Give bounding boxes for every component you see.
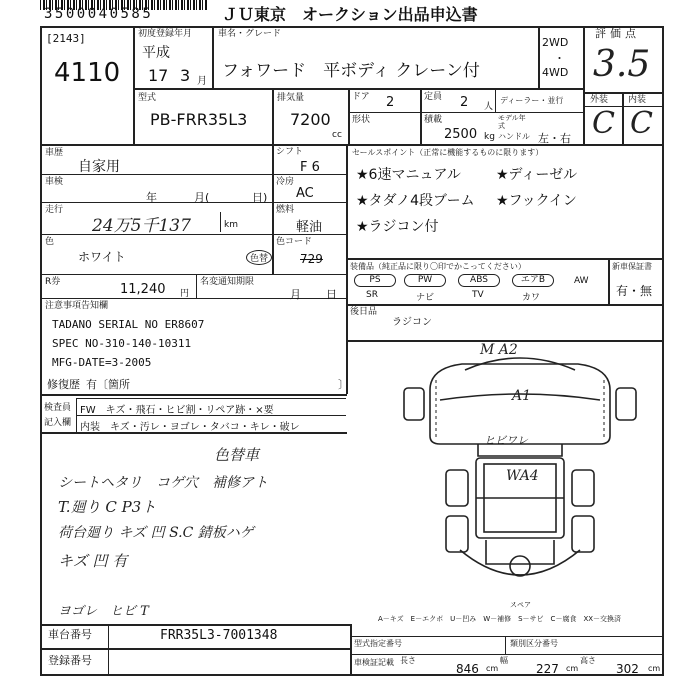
equip-abs: ABS bbox=[458, 274, 500, 287]
mileage: 24万5千137 bbox=[92, 216, 191, 236]
diagram-mark-a1: A1 bbox=[512, 388, 532, 404]
first-registration-label: 初度登録年月 bbox=[138, 29, 193, 39]
color: ホワイト bbox=[78, 250, 126, 264]
lot-number: 4110 bbox=[54, 58, 121, 88]
notes-line-3: MFG-DATE=3-2005 bbox=[52, 356, 152, 369]
history: 自家用 bbox=[78, 159, 120, 175]
length: 846 bbox=[456, 662, 479, 676]
drive-2wd: 2WD bbox=[542, 36, 569, 49]
sales-point-3: ★タダノ4段ブーム bbox=[356, 193, 475, 209]
width: 227 bbox=[536, 662, 559, 676]
model-code: PB-FRR35L3 bbox=[150, 110, 248, 129]
aircon-label: 冷房 bbox=[276, 177, 295, 187]
color-code-label: 色コード bbox=[276, 237, 313, 247]
equip-sr: SR bbox=[366, 290, 378, 300]
width-unit: cm bbox=[566, 664, 579, 673]
sales-point-4: ★フックイン bbox=[496, 193, 577, 209]
equip-navi: ナビ bbox=[416, 293, 435, 303]
grade-score: 3.5 bbox=[593, 44, 651, 85]
capacity-unit: 人 bbox=[484, 102, 494, 112]
handwritten-note-4: 荷台廻り キズ 凹 S.C 錆板ハゲ bbox=[58, 525, 254, 541]
length-label: 長さ bbox=[400, 656, 416, 665]
model-name-label: 車名・グレード bbox=[218, 29, 282, 39]
era: 平成 bbox=[142, 45, 170, 61]
height-label: 高さ bbox=[580, 656, 596, 665]
handwritten-note-2: シートヘタリ コゲ穴 補修アト bbox=[58, 475, 268, 491]
inspection-day-unit: 日) bbox=[252, 191, 268, 204]
model-name: フォワード 平ボディ クレーン付 bbox=[222, 61, 480, 81]
equip-leather: カワ bbox=[522, 293, 541, 303]
notes-label: 注意事項告知欄 bbox=[45, 301, 109, 311]
color-label: 色 bbox=[45, 237, 55, 247]
spare-label: スペア bbox=[510, 601, 531, 609]
doors: 2 bbox=[386, 95, 395, 110]
tax-month-unit: 月 bbox=[290, 288, 301, 301]
dimensions-label: 車検証記載 bbox=[354, 658, 394, 667]
shape-label: 形状 bbox=[352, 115, 371, 125]
shift-label: シフト bbox=[276, 147, 304, 157]
sales-point-2: ★ディーゼル bbox=[496, 167, 578, 183]
chassis-label: 車台番号 bbox=[48, 628, 92, 641]
recycle-label: R券 bbox=[45, 277, 61, 287]
fuel: 軽油 bbox=[296, 220, 323, 235]
aftermarket: ラジコン bbox=[392, 317, 432, 328]
height-unit: cm bbox=[648, 664, 661, 673]
aftermarket-label: 後日品 bbox=[350, 307, 378, 317]
new-car-warranty-label: 新車保証書 bbox=[612, 262, 652, 271]
handwritten-note-3: T.廻り C P3ト bbox=[58, 498, 157, 516]
drive-dot: ・ bbox=[554, 52, 565, 65]
capacity: 2 bbox=[460, 95, 469, 110]
inspector-label-2: 記入欄 bbox=[44, 418, 72, 428]
load-unit: kg bbox=[484, 132, 495, 142]
sales-points-label: セールスポイント（正常に機能するものに限ります） bbox=[352, 148, 544, 157]
load-label: 積載 bbox=[424, 115, 443, 125]
equipment-label: 装備品（純正品に限り〇印でかこってください） bbox=[350, 262, 526, 271]
capacity-label: 定員 bbox=[424, 92, 443, 102]
tax-day-unit: 日 bbox=[326, 288, 337, 301]
width-label: 幅 bbox=[500, 656, 508, 665]
mileage-unit: km bbox=[224, 220, 238, 230]
type-designation-label: 型式指定番号 bbox=[354, 639, 402, 648]
equip-ps: PS bbox=[354, 274, 396, 287]
inspection-year-unit: 年 bbox=[146, 191, 157, 204]
registration-month: 3 bbox=[180, 66, 191, 85]
tax-label: 名変通知期限 bbox=[200, 277, 255, 287]
handwritten-note-1: 色替車 bbox=[214, 446, 260, 464]
color-code: 729 bbox=[300, 252, 323, 266]
fuel-label: 燃料 bbox=[276, 205, 295, 215]
history-label: 車歴 bbox=[45, 148, 64, 158]
class-number-label: 類別区分番号 bbox=[510, 639, 558, 648]
bottom-handwritten-note: ヨゴレ ヒビ T bbox=[58, 604, 149, 619]
exterior-grade: C bbox=[592, 106, 615, 141]
inspector-label-1: 検査員 bbox=[44, 403, 72, 413]
interior-label: 内装 bbox=[628, 95, 647, 105]
sales-point-5: ★ラジコン付 bbox=[356, 219, 439, 235]
recycle-amount: 11,240 bbox=[120, 282, 166, 297]
shift: F 6 bbox=[300, 160, 320, 175]
inspection-label: 車検 bbox=[45, 177, 64, 187]
notes-line-2: SPEC NO-310-140-10311 bbox=[52, 337, 192, 350]
mileage-label: 走行 bbox=[45, 205, 64, 215]
equip-aw: AW bbox=[574, 276, 589, 286]
displacement-unit: cc bbox=[332, 130, 342, 140]
handle-label: ハンドル bbox=[498, 132, 530, 141]
diagram-mark-wa4: WA4 bbox=[506, 468, 539, 484]
color-change-mark: 色替 bbox=[246, 250, 272, 265]
height: 302 bbox=[616, 662, 639, 676]
diagram-mark-ma2: M A2 bbox=[480, 342, 518, 358]
handle: 左・右 bbox=[538, 132, 571, 145]
repair-close: 〕 bbox=[338, 378, 349, 391]
equip-tv: TV bbox=[472, 290, 484, 300]
inspection-month-unit: 月( bbox=[194, 191, 210, 204]
displacement: 7200 bbox=[290, 110, 331, 129]
model-year-label: モデル年式 bbox=[498, 114, 526, 130]
displacement-label: 排気量 bbox=[277, 93, 305, 103]
new-car-warranty: 有・無 bbox=[616, 284, 653, 298]
doors-label: ドア bbox=[352, 92, 370, 102]
barcode-number: 3500040585 bbox=[44, 6, 154, 22]
aircon: AC bbox=[296, 186, 314, 201]
recycle-unit: 円 bbox=[180, 289, 190, 299]
registration-month-unit: 月 bbox=[197, 76, 207, 87]
damage-legend: A－キズ E－エクボ U－凹み W－補修 S－サビ C－腐食 XX－交換済 bbox=[378, 615, 622, 623]
equip-pw: PW bbox=[404, 274, 446, 287]
form-title: ＪＵ東京 オークション出品申込書 bbox=[222, 5, 478, 24]
interior-grade: C bbox=[630, 106, 653, 141]
model-code-label: 型式 bbox=[138, 93, 157, 103]
dealer-label: ディーラー・並行 bbox=[500, 96, 564, 105]
registration-label: 登録番号 bbox=[48, 654, 92, 667]
handwritten-note-5: キズ 凹 有 bbox=[58, 552, 128, 570]
registration-year: 17 bbox=[148, 66, 169, 85]
diagram-mark-crack: ヒビワレ bbox=[484, 434, 528, 447]
inspector-row-2: 内装 キズ・汚レ・ヨゴレ・タバコ・キレ・破レ bbox=[80, 422, 300, 433]
inspector-row-1: FW キズ・飛石・ヒビ割・リペア跡・×要 bbox=[80, 405, 274, 416]
notes-line-1: TADANO SERIAL NO ER8607 bbox=[52, 318, 205, 331]
equip-airbag: エアB bbox=[512, 274, 554, 287]
drive-4wd: 4WD bbox=[542, 66, 569, 79]
length-unit: cm bbox=[486, 664, 499, 673]
load: 2500 bbox=[444, 127, 478, 142]
grade-score-label: 評価点 bbox=[595, 27, 640, 40]
lot-code: [2143] bbox=[46, 32, 86, 45]
exterior-label: 外装 bbox=[590, 95, 609, 105]
sales-point-1: ★6速マニュアル bbox=[356, 167, 461, 183]
chassis-number: FRR35L3-7001348 bbox=[160, 628, 278, 643]
repair-value: 有〔箇所 bbox=[86, 378, 130, 391]
repair-label: 修復歴 bbox=[47, 378, 80, 391]
